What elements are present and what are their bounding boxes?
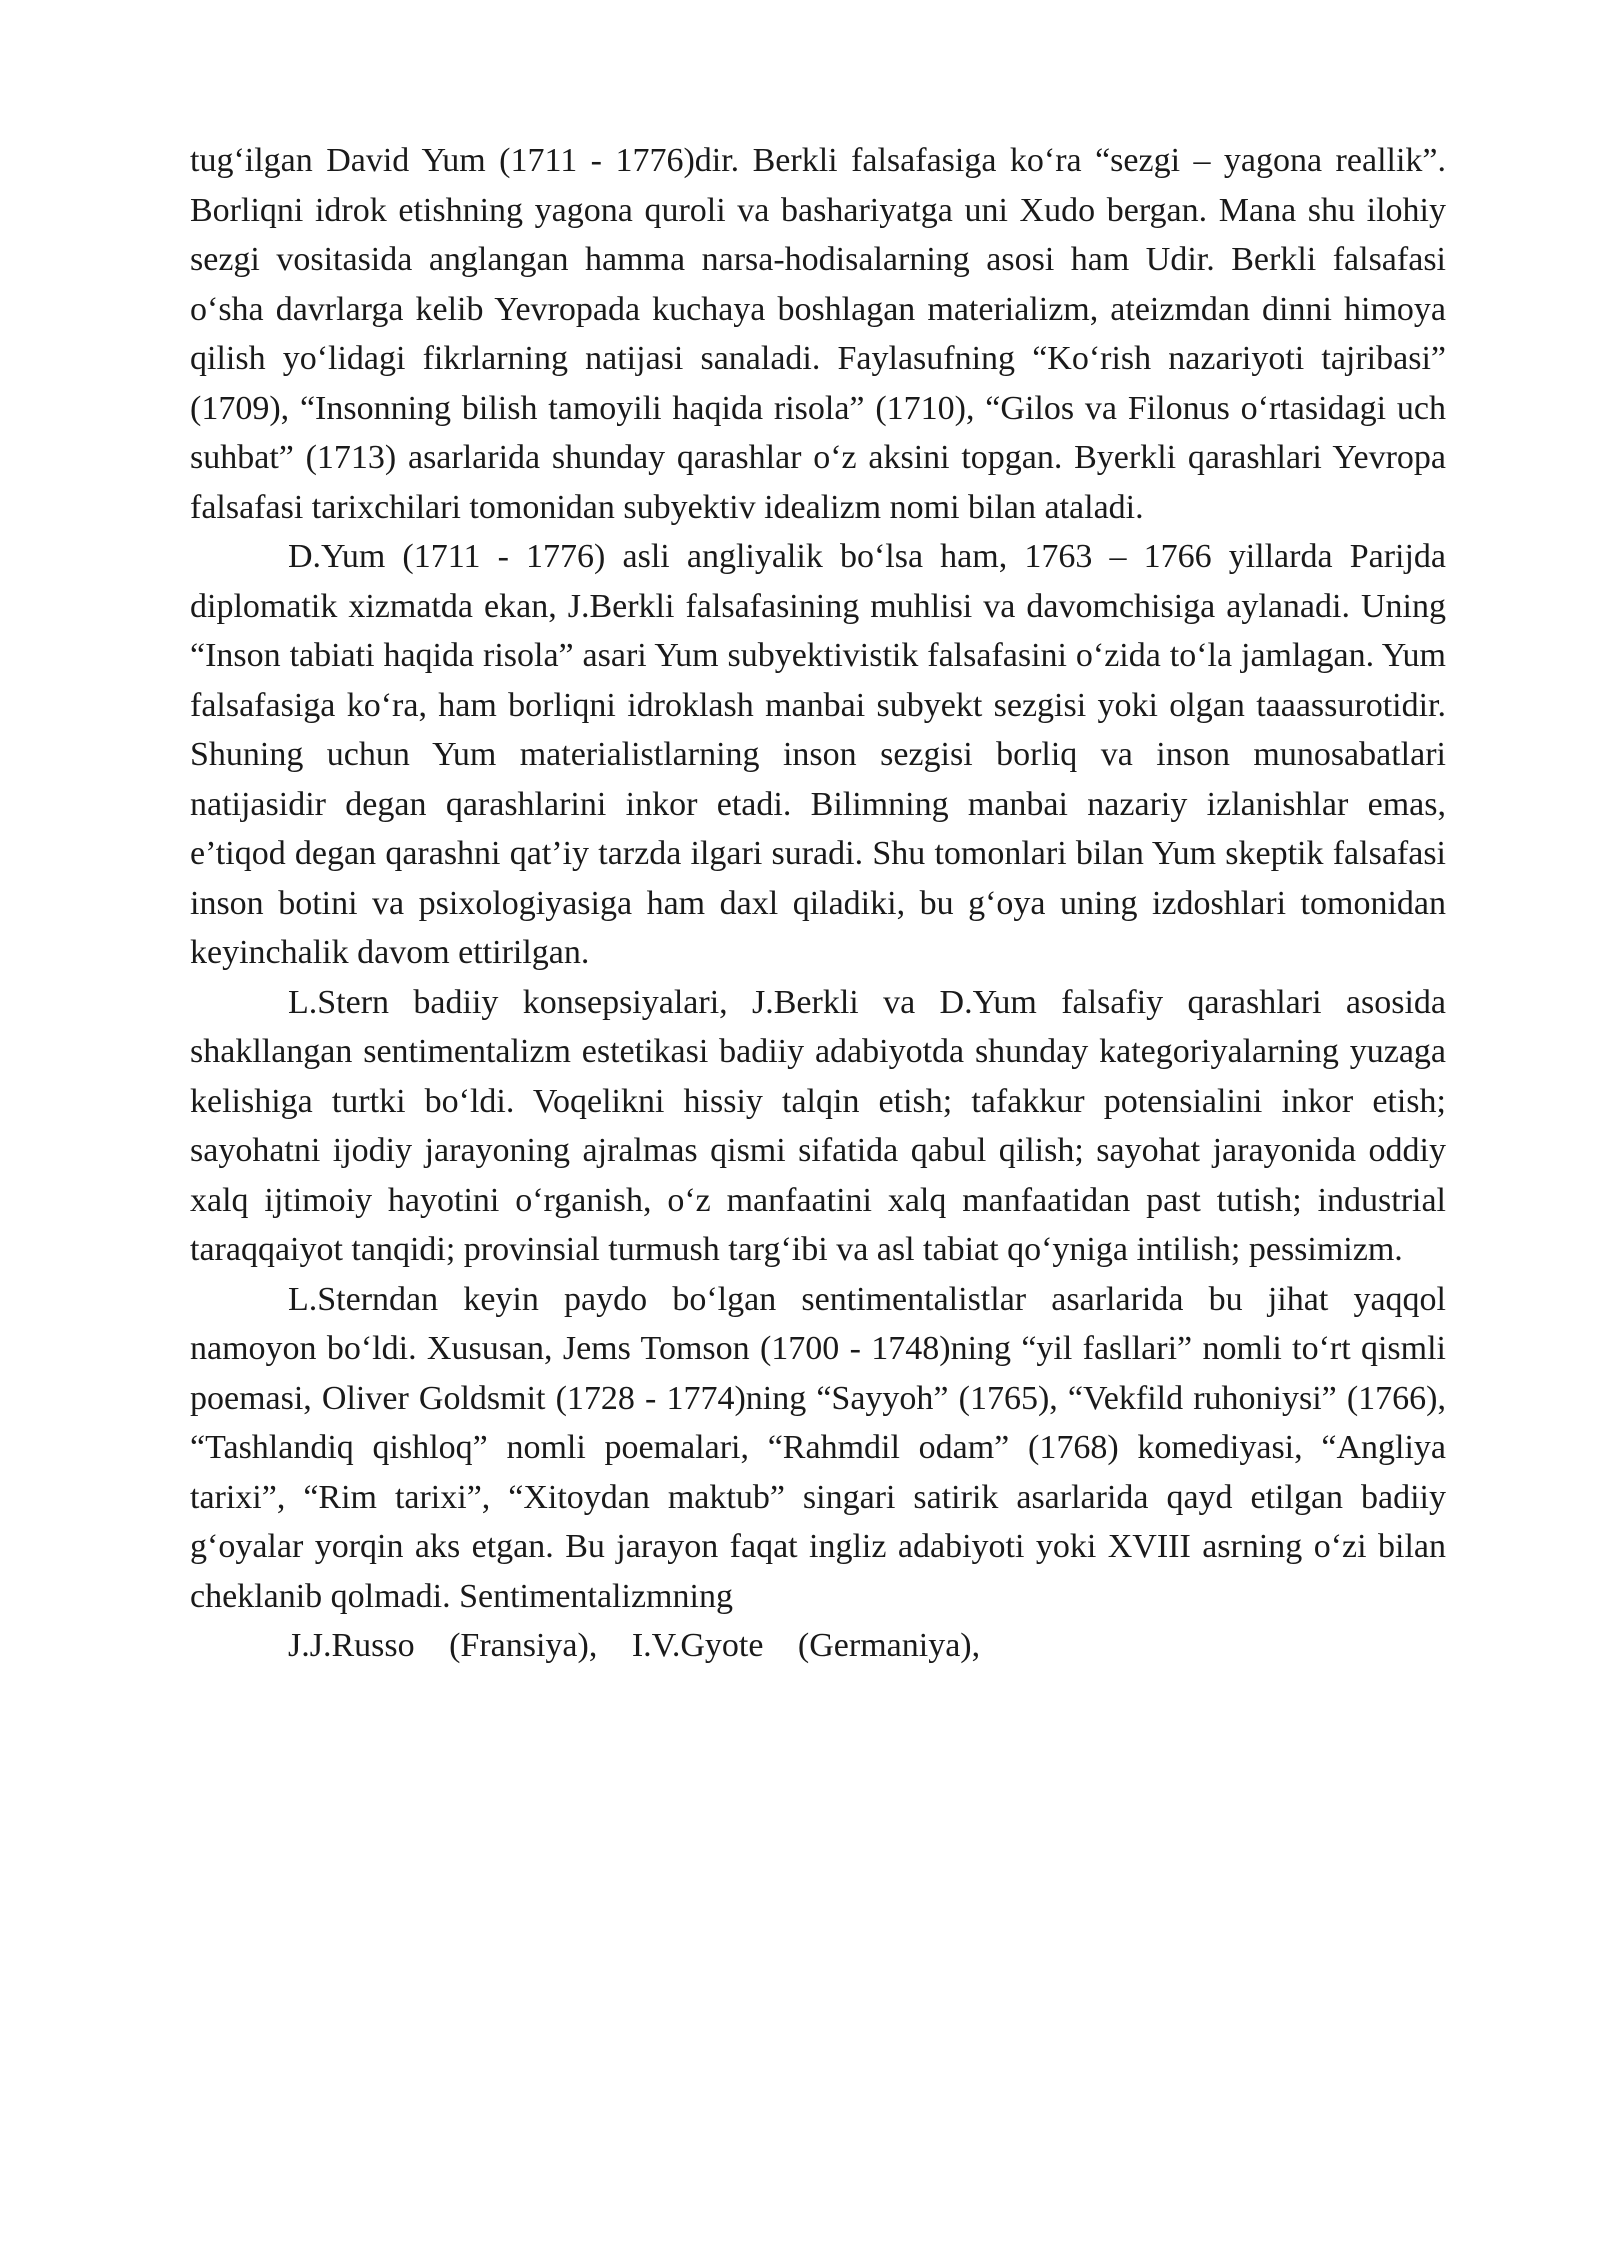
paragraph-4-body: L.Sterndan keyin paydo bo‘lgan sentimentalistlar asarlarida bu jihat yaqqol namoyon bo‘ldi. Xususan, Jems Tomson (1700 - 1748)ning “yil fasllari” nomli to‘rt qismli poemasi, Oliver Goldsmit (1728 - 1774)ning “Sayyoh” (1765), “Vekfild ruhoniysi” (1766), “Tashlandiq qishloq” nomli poemalari, “Rahmdil odam” (1768) komediyasi, “Angliya tarixi”, “Rim tarixi”, “Xitoydan maktub” singari satirik asarlarida qayd etilgan badiiy g‘oyalar yorqin aks etgan. Bu jarayon faqat ingliz adabiyoti yoki XVIII asrning o‘zi bilan cheklanib qolmadi. Sentimentalizmning [190, 1280, 1446, 1615]
paragraph-1: tug‘ilgan David Yum (1711 - 1776)dir. Berkli falsafasiga ko‘ra “sezgi – yagona reallik”. Borliqni idrok etishning yagona quroli va bashariyatga uni Xudo bergan. Mana shu ilohiy sezgi vositasida anglangan hamma narsa-hodisalarning asosi ham Udir. Berkli falsafasi o‘sha davrlarga kelib Yevropada kuchaya boshlagan materializm, ateizmdan dinni himoya qilish yo‘lidagi fikrlarning natijasi sanaladi. Faylasufning “Ko‘rish nazariyoti tajribasi” (1709), “Insonning bilish tamoyili haqida risola” (1710), “Gilos va Filonus o‘rtasidagi uch suhbat” (1713) asarlarida shunday qarashlar o‘z aksini topgan. Byerkli qarashlari Yevropa falsafasi tarixchilari tomonidan subyektiv idealizm nomi bilan ataladi. [190, 142, 1446, 526]
paragraph-4-trailing-line: J.J.Russo (Fransiya), I.V.Gyote (Germaniya), [288, 1627, 981, 1664]
paragraph-4 [190, 1275, 1446, 1671]
paragraph-3: L.Stern badiiy konsepsiyalari, J.Berkli va D.Yum falsafiy qarashlari asosida shakllangan sentimentalizm estetikasi badiiy adabiyotda shunday kategoriyalarning yuzaga kelishiga turtki bo‘ldi. Voqelikni hissiy talqin etish; tafakkur potensialini inkor etish; sayohatni ijodiy jarayoning ajralmas qismi sifatida qabul qilish; sayohat jarayonida oddiy xalq ijtimoiy hayotini o‘rganish, o‘z manfaatini xalq manfaatidan past tutish; industrial taraqqaiyot tanqidi; provinsial turmush targ‘ibi va asl tabiat qo‘yniga intilish; pessimizm. [190, 983, 1446, 1268]
document-page [190, 136, 1446, 1671]
paragraph-2: D.Yum (1711 - 1776) asli angliyalik bo‘lsa ham, 1763 – 1766 yillarda Parijda diplomatik xizmatda ekan, J.Berkli falsafasining muhlisi va davomchisiga aylanadi. Uning “Inson tabiati haqida risola” asari Yum subyektivistik falsafasini o‘zida to‘la jamlagan. Yum falsafasiga ko‘ra, ham borliqni idroklash manbai subyekt sezgisi yoki olgan taaassurotidir. Shuning uchun Yum materialistlarning inson sezgisi borliq va inson munosabatlari natijasidir degan qarashlarini inkor etadi. Bilimning manbai nazariy izlanishlar emas, e’tiqod degan qarashni qat’iy tarzda ilgari suradi. Shu tomonlari bilan Yum skeptik falsafasi inson botini va psixologiyasiga ham daxl qiladiki, bu g‘oya uning izdoshlari tomonidan keyinchalik davom ettirilgan. [190, 538, 1446, 971]
